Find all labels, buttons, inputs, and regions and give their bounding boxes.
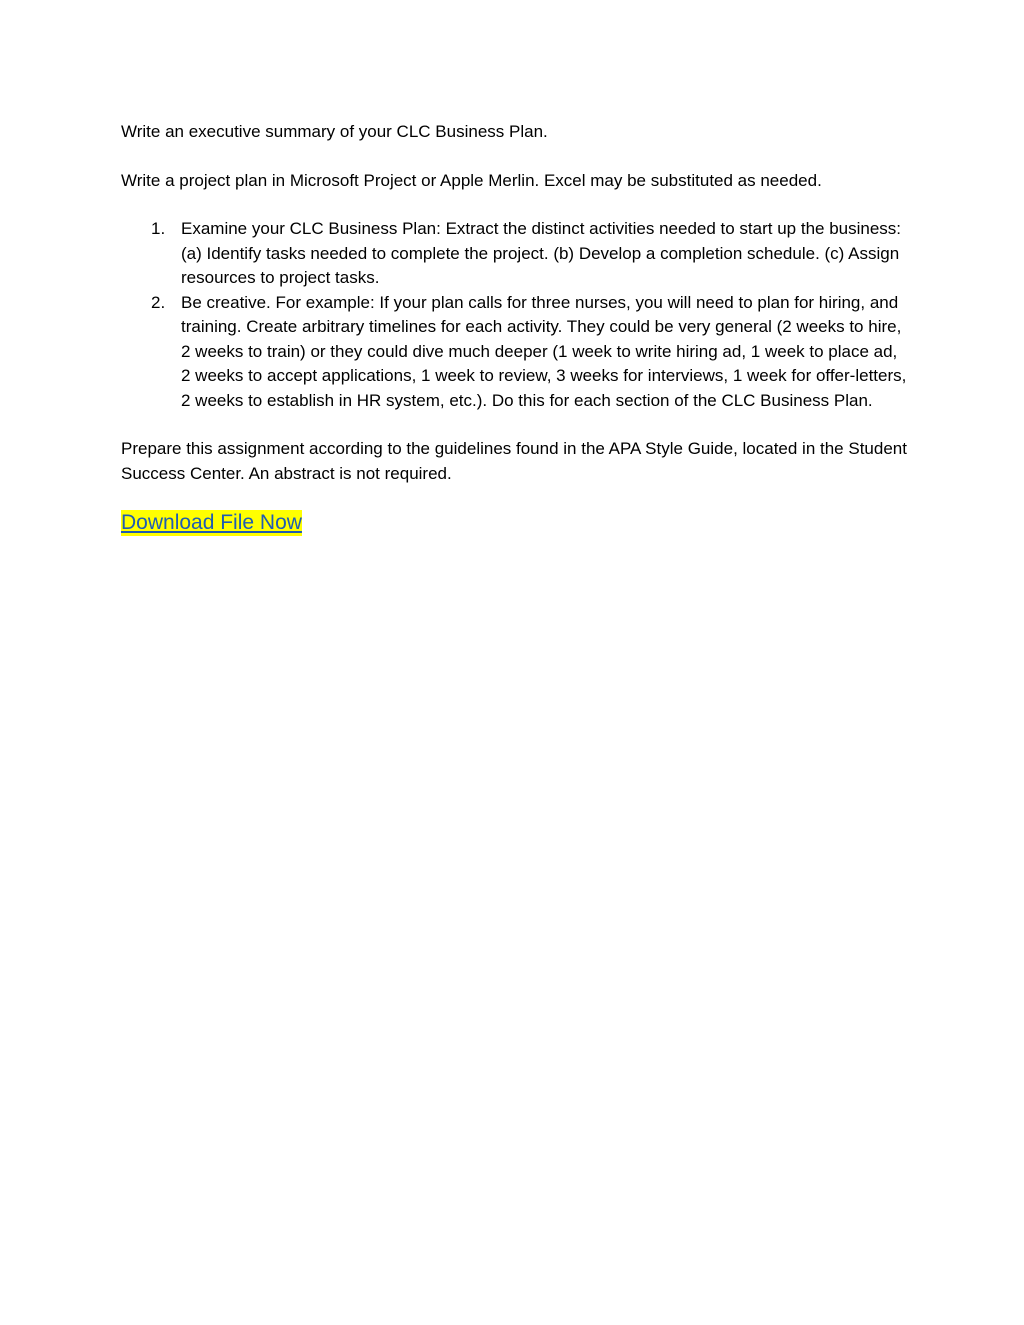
list-item-number: 1. — [151, 219, 166, 238]
list-item-text: Be creative. For example: If your plan calls for three nurses, you will need to plan for hiring, and training. Create arbitrary timelines for each activity. They could be very general (2 weeks to hire, 2 weeks to train) or they could dive much deeper (1 week to write hiring ad, 1 week to place ad, 2 weeks to accept applications, 1 week to review, 3 weeks for interviews, 1 week for offer-letters, 2 weeks to establish in HR system, etc.). Do this for each section of the CLC Business Plan. — [181, 292, 907, 410]
list-item-text: Examine your CLC Business Plan: Extract the distinct activities needed to start up the business: (a) Identify tasks needed to complete the project. (b) Develop a completion schedule. (c) Assign resources to project tasks. — [181, 219, 902, 287]
download-file-link[interactable]: Download File Now — [121, 511, 302, 534]
list-item — [121, 291, 911, 414]
apa-guidelines-instruction: Prepare this assignment according to the guidelines found in the APA Style Guide, located in the Student Success Center. An abstract is not required. — [121, 439, 907, 483]
document-body — [121, 120, 911, 537]
task-list — [121, 217, 911, 413]
list-item — [121, 217, 911, 291]
list-item-number: 2. — [151, 292, 166, 312]
project-plan-instruction: Write a project plan in Microsoft Project or Apple Merlin. Excel may be substituted as needed. — [121, 170, 822, 190]
executive-summary-instruction: Write an executive summary of your CLC Business Plan. — [121, 122, 548, 141]
